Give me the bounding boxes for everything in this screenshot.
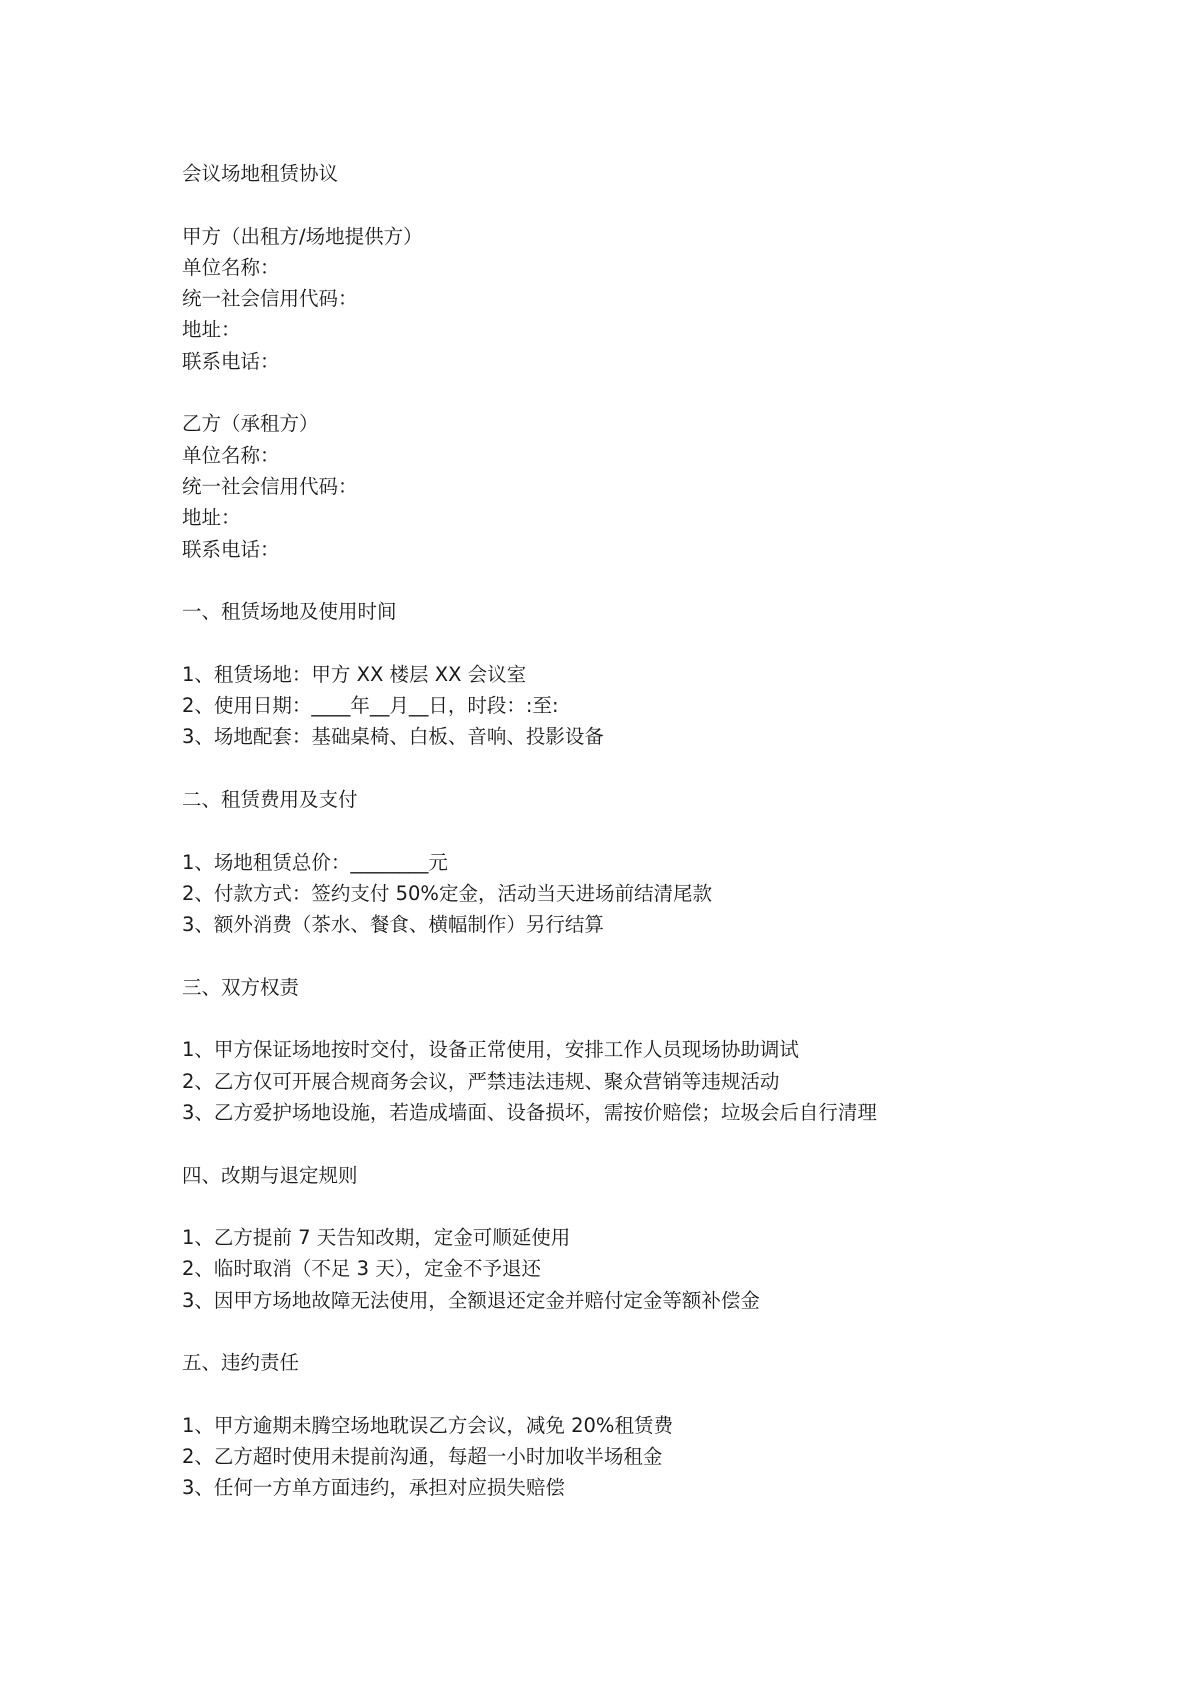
section-1: [182, 596, 1082, 752]
section-item: 2、乙方仅可开展合规商务会议，严禁违法违规、聚众营销等违规活动: [182, 1069, 780, 1093]
party-b-block: [182, 408, 1082, 564]
spacer: [182, 1128, 1082, 1159]
party-a-field-name: 单位名称：: [182, 255, 280, 279]
document-title: 会议场地租赁协议: [182, 162, 339, 185]
spacer: [182, 1316, 1082, 1347]
section-heading: 二、租赁费用及支付: [182, 787, 358, 811]
section-item: 2、乙方超时使用未提前沟通，每超一小时加收半场租金: [182, 1445, 663, 1469]
party-b-field-address: 地址：: [182, 506, 241, 530]
section-2: [182, 784, 1082, 940]
section-item: 1、场地租赁总价：________元: [182, 850, 448, 874]
party-a-block: [182, 221, 1082, 377]
section-item: 1、乙方提前 7 天告知改期，定金可顺延使用: [182, 1226, 571, 1250]
party-a-heading: 甲方（出租方/场地提供方）: [182, 224, 423, 248]
party-a-field-phone: 联系电话：: [182, 349, 280, 373]
section-3: [182, 972, 1082, 1128]
party-a-field-address: 地址：: [182, 318, 241, 342]
section-heading: 四、改期与退定规则: [182, 1163, 358, 1187]
section-item: 2、临时取消（不足 3 天），定金不予退还: [182, 1257, 541, 1281]
spacer: [182, 940, 1082, 971]
section-5: [182, 1347, 1082, 1503]
section-heading: 三、双方权责: [182, 975, 300, 999]
spacer: [182, 753, 1082, 784]
section-item: 1、租赁场地：甲方 XX 楼层 XX 会议室: [182, 662, 527, 686]
section-item: 3、任何一方单方面违约，承担对应损失赔偿: [182, 1476, 565, 1500]
spacer: [182, 377, 1082, 408]
party-b-heading: 乙方（承租方）: [182, 412, 319, 436]
spacer: [182, 1003, 1082, 1034]
spacer: [182, 1191, 1082, 1222]
spacer: [182, 565, 1082, 596]
spacer: [182, 815, 1082, 846]
section-item: 3、因甲方场地故障无法使用，全额退还定金并赔付定金等额补偿金: [182, 1288, 760, 1312]
section-item: 2、使用日期：____年__月__日，时段：:至:: [182, 694, 559, 718]
spacer: [182, 627, 1082, 658]
section-item: 3、场地配套：基础桌椅、白板、音响、投影设备: [182, 725, 604, 749]
section-4: [182, 1160, 1082, 1316]
section-heading: 五、违约责任: [182, 1351, 300, 1375]
party-b-field-name: 单位名称：: [182, 443, 280, 467]
section-item: 2、付款方式：签约支付 50%定金，活动当天进场前结清尾款: [182, 881, 712, 905]
spacer: [182, 1379, 1082, 1410]
section-item: 3、乙方爱护场地设施，若造成墙面、设备损坏，需按价赔偿；垃圾会后自行清理: [182, 1100, 877, 1124]
party-b-field-credit-code: 统一社会信用代码：: [182, 474, 358, 498]
party-a-field-credit-code: 统一社会信用代码：: [182, 287, 358, 311]
section-item: 3、额外消费（茶水、餐食、横幅制作）另行结算: [182, 913, 604, 937]
section-item: 1、甲方逾期未腾空场地耽误乙方会议，减免 20%租赁费: [182, 1413, 673, 1437]
section-heading: 一、租赁场地及使用时间: [182, 600, 397, 624]
party-b-field-phone: 联系电话：: [182, 537, 280, 561]
document-body: [182, 158, 1082, 1504]
section-item: 1、甲方保证场地按时交付，设备正常使用，安排工作人员现场协助调试: [182, 1038, 799, 1062]
spacer: [182, 189, 1082, 220]
